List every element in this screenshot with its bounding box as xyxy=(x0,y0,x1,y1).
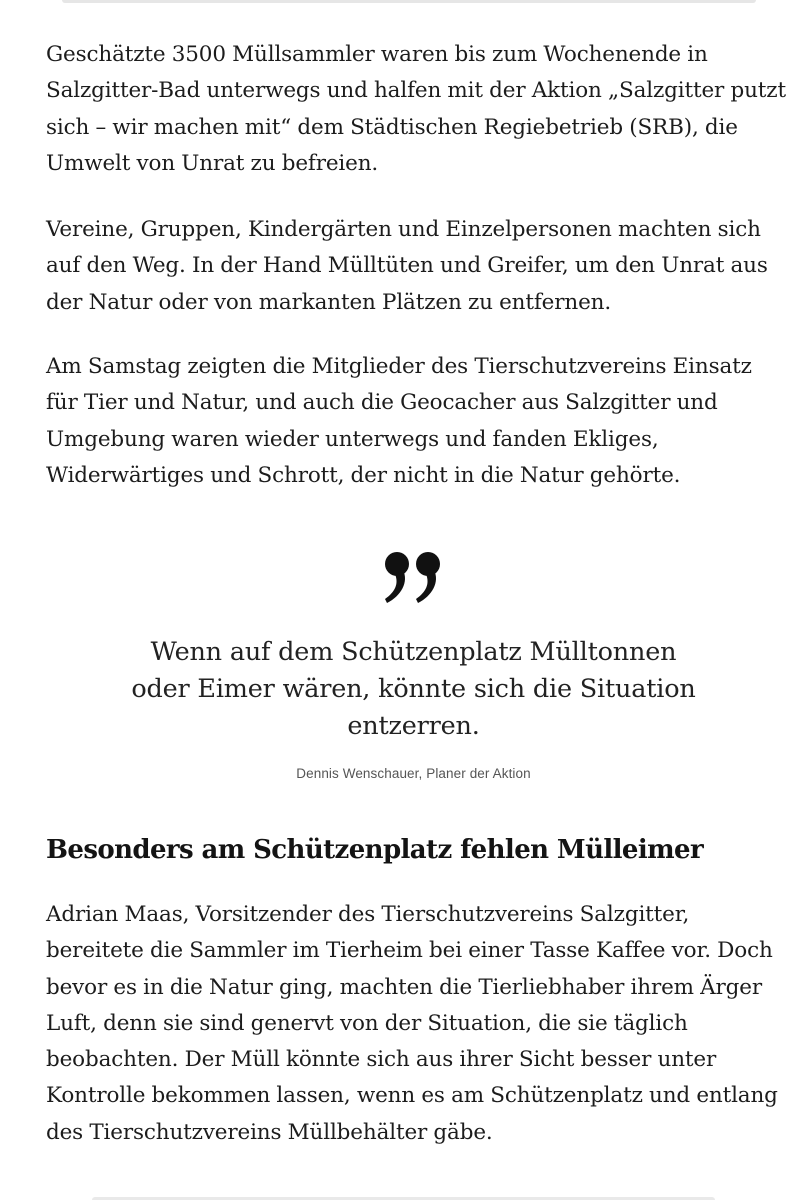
quote-author: Dennis Wenschauer, Planer der Aktion xyxy=(296,766,531,781)
article-paragraph: Adrian Maas, Vorsitzender des Tierschutzvereins Salzgitter, bereitete die Sammler im Tierheim bei einer Tasse Kaffee vor. Doch bevor es in die Natur ging, machten die Tierliebhaber ihrem Ärger Luft, denn sie sind genervt von der Situation, die sie täglich beobachten. Der Müll könnte sich aus ihrer Sicht besser unter Kontrolle bekommen lassen, wenn es am Schützenplatz und entlang des Tierschutzvereins Müllbehälter gäbe. xyxy=(46,902,778,1145)
article-paragraph: Geschätzte 3500 Müllsammler waren bis zum Wochenende in Salzgitter-Bad unterwegs und halfen mit der Aktion „Salzgitter putzt sich – wir machen mit“ dem Städtischen Regiebetrieb (SRB), die Umwelt von Unrat zu befreien. xyxy=(46,42,786,176)
previous-content-edge xyxy=(62,0,756,3)
quote-mark-icon xyxy=(383,548,445,606)
section-heading: Besonders am Schützenplatz fehlen Mülleimer xyxy=(46,835,704,865)
article-paragraph: Vereine, Gruppen, Kindergärten und Einzelpersonen machten sich auf den Weg. In der Hand Mülltüten und Greifer, um den Unrat aus der Natur oder von markanten Plätzen zu entfernen. xyxy=(46,217,768,315)
quote-text: Wenn auf dem Schützenplatz Mülltonnen oder Eimer wären, könnte sich die Situation entzerren. xyxy=(131,637,696,741)
article-paragraph: Am Samstag zeigten die Mitglieder des Tierschutzvereins Einsatz für Tier und Natur, und auch die Geocacher aus Salzgitter und Umgebung waren wieder unterwegs und fanden Ekliges, Widerwärtiges und Schrott, der nicht in die Natur gehörte. xyxy=(46,354,752,488)
